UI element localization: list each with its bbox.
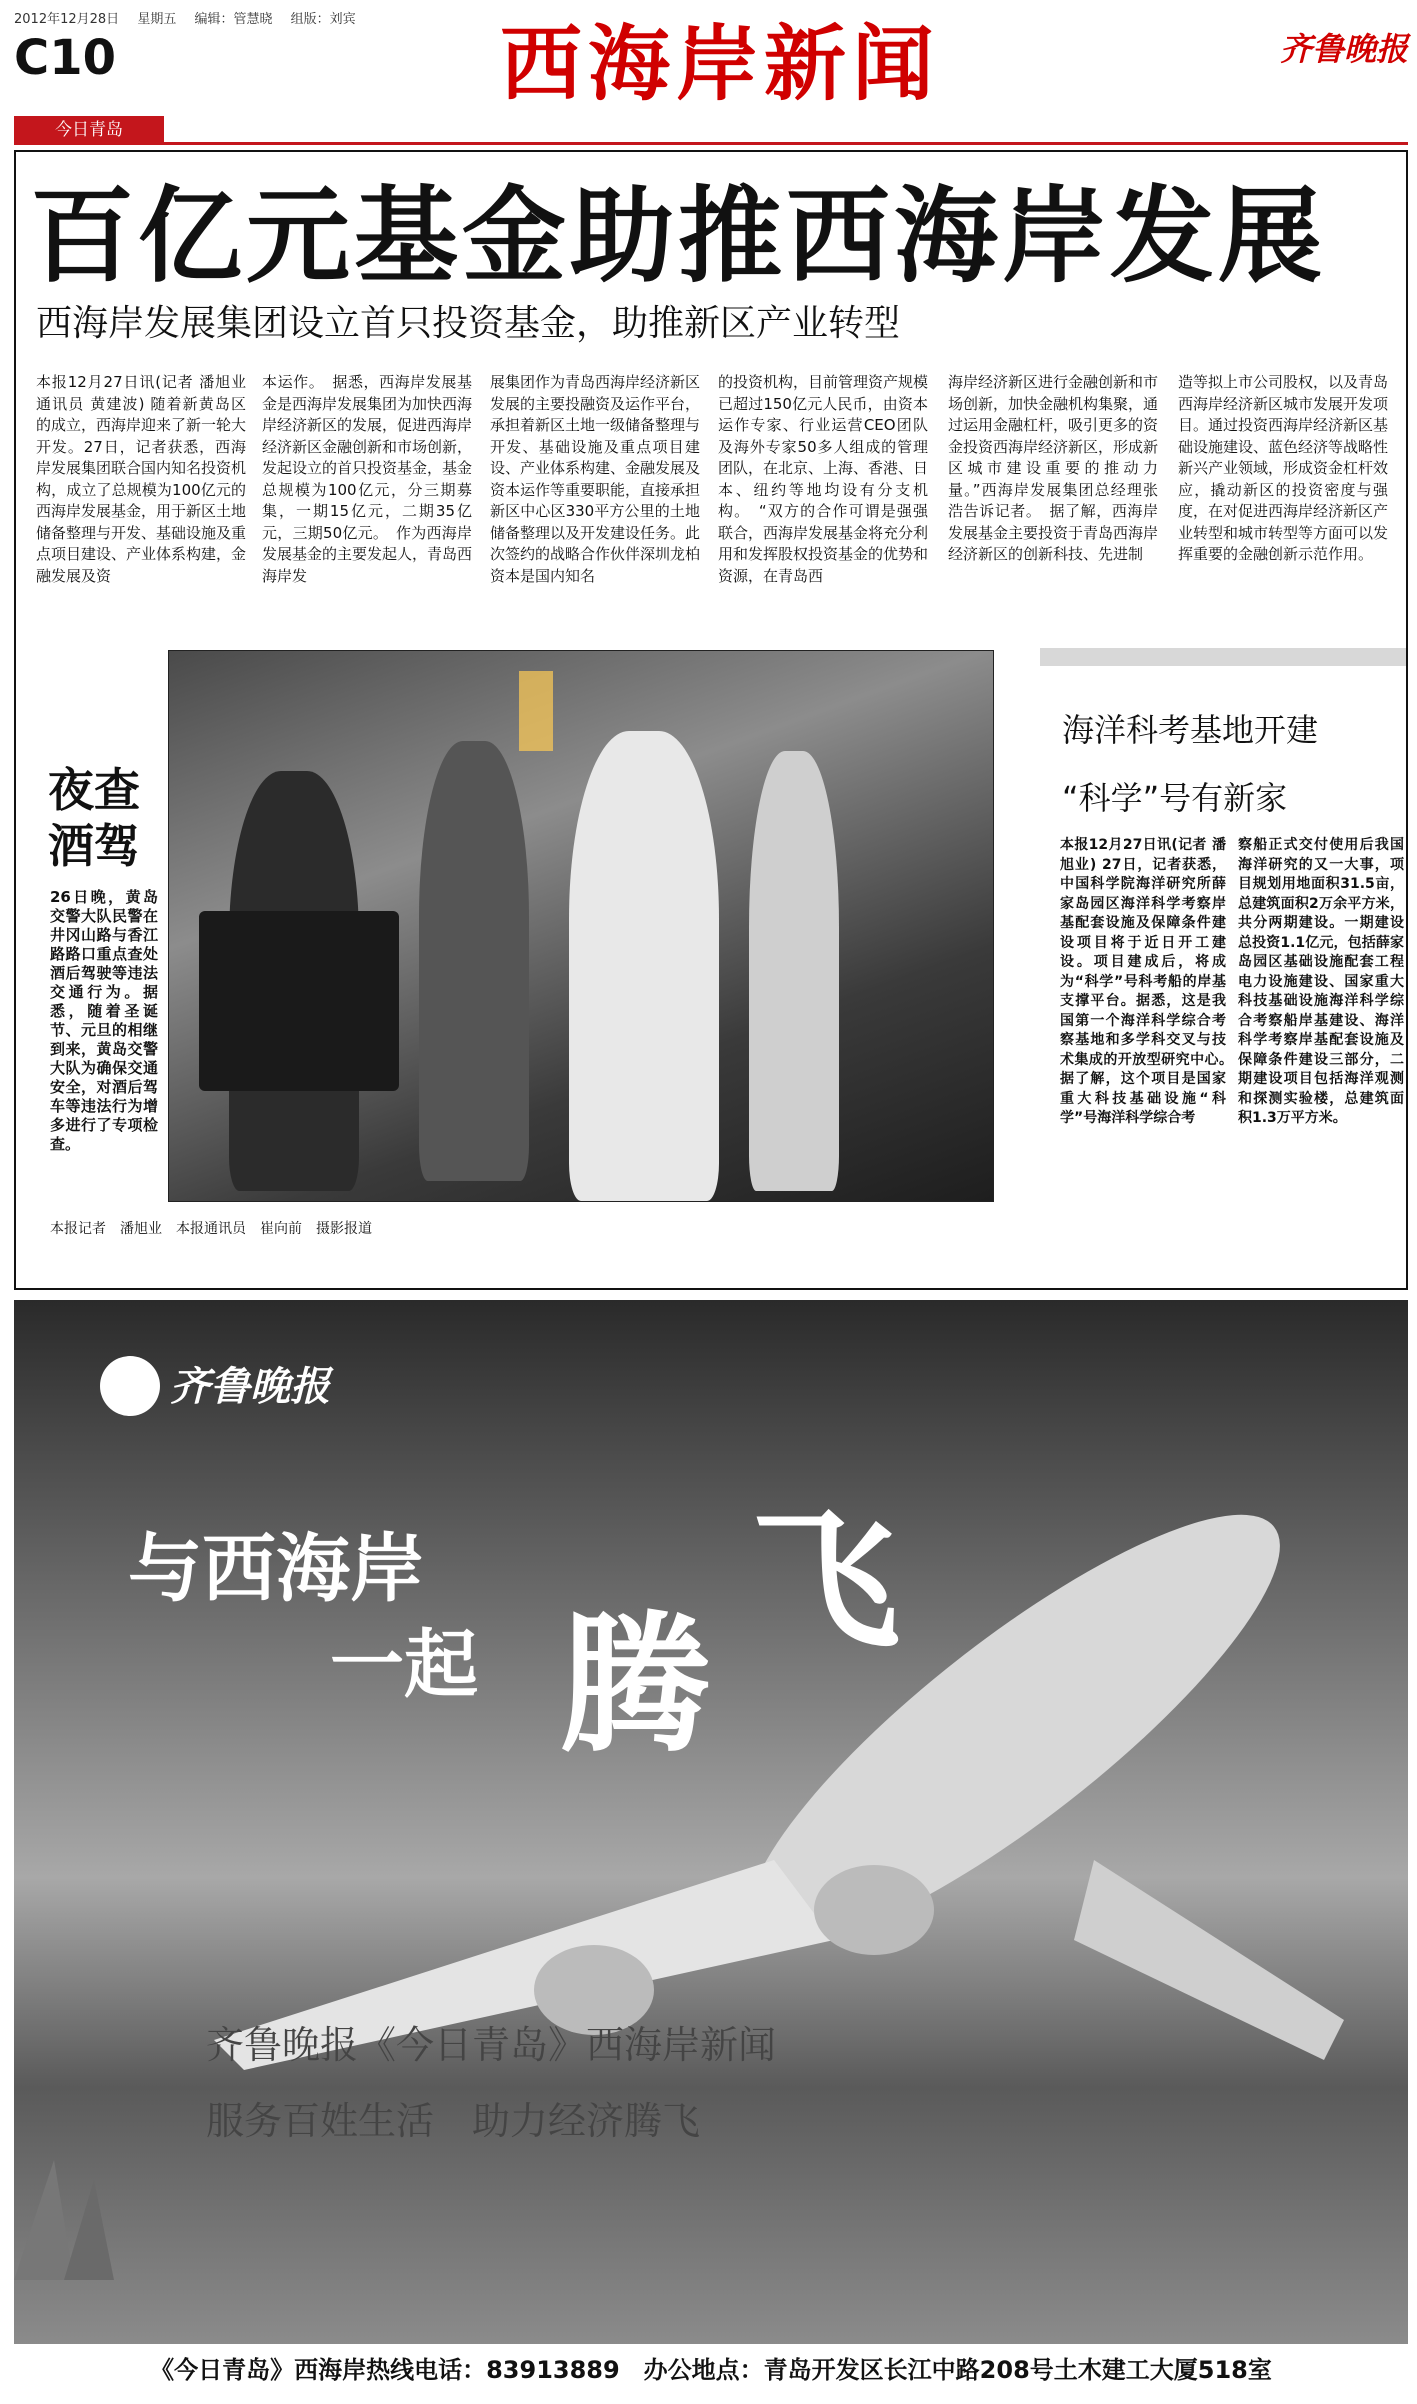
masthead-title: 西海岸新闻 bbox=[499, 16, 940, 112]
lead-column-4: 的投资机构，目前管理资产规模已超过150亿元人民币，由资本运作专家、行业运营CEO团队及海外专家50多人组成的管理团队，在北京、上海、香港、日本、纽约等地均设有分支机构。 “双方的合作可谓是强强联合，西海岸发展基金将充分利用和发挥股权投资基金的优势和资源，在青岛西 bbox=[718, 373, 929, 585]
news-photo bbox=[168, 650, 994, 1202]
ad-logo-icon bbox=[100, 1356, 160, 1416]
dateline bbox=[14, 8, 370, 27]
side-story-column-1: 本报12月27日讯(记者 潘旭业) 27日，记者获悉，中国科学院海洋研究所薛家岛园区海洋科学考察岸基配套设施及保障条件建设项目将于近日开工建设。项目建成后，将成为“科学”号科考船的岸基支撑平台。据悉，这是我国第一个海洋科学综合考察基地和多学科交叉与技术集成的开放型研究中心。 据了解，这个项目是国家重大科技基础设施“科学”号海洋科学综合考 bbox=[1060, 837, 1240, 1126]
lead-column-6: 造等拟上市公司股权，以及青岛西海岸经济新区城市发展开发项目。通过投资西海岸经济新区基础设施建设、蓝色经济等战略性新兴产业领域，形成资金杠杆效应，撬动新区的投资密度与强度，在对促进西海岸经济新区产业转型和城市转型等方面可以发挥重要的金融创新示范作用。 bbox=[1178, 373, 1389, 563]
ad-slogan-1: 齐鲁晚报《今日青岛》西海岸新闻 bbox=[206, 2023, 777, 2067]
photo-equipment-case bbox=[199, 911, 399, 1091]
side-story-rule bbox=[1040, 648, 1406, 666]
photo-traffic-light bbox=[519, 671, 553, 751]
ad-headline-2: 一起 bbox=[330, 1622, 478, 1708]
ad-calligraphy-teng: 腾 bbox=[560, 1597, 711, 1773]
ad-calligraphy-fei: 飞 bbox=[750, 1493, 901, 1669]
airplane-illustration bbox=[14, 1300, 1408, 2350]
side-story-subtitle: “科学”号有新家 bbox=[1062, 779, 1288, 817]
lead-column-5: 海岸经济新区进行金融创新和市场创新，加快金融机构集聚，通过运用金融杠杆，吸引更多的资金投资西海岸经济新区，形成新区城市建设重要的推动力量。”西海岸发展集团总经理张浩告诉记者。 据了解，西海岸发展基金主要投资于青岛西海岸经济新区的创新科技、先进制 bbox=[948, 373, 1159, 563]
photo-story-title: 夜查酒驾 bbox=[48, 763, 140, 873]
lead-column-3: 展集团作为青岛西海岸经济新区发展的主要投融资及运作平台，承担着新区土地一级储备整理与开发、基础设施及重点项目建设、产业体系构建、金融发展及资本运作等重要职能，直接承担新区中心区330平方公里的土地储备整理以及开发建设任务。此次签约的战略合作伙伴深圳龙柏资本是国内知名 bbox=[490, 373, 701, 585]
lead-column-2: 本运作。 据悉，西海岸发展基金是西海岸发展集团为加快西海岸经济新区的发展，促进西海岸经济新区金融创新和市场创新，发起设立的首只投资基金，基金总规模为100亿元，分三期募集，一期15亿元，二期35亿元，三期50亿元。 作为西海岸发展基金的主要发起人，青岛西海岸发 bbox=[262, 373, 473, 585]
photo-story-body: 26日晚，黄岛交警大队民警在井冈山路与香江路路口重点查处酒后驾驶等违法交通行为。据悉，随着圣诞节、元旦的相继到来，黄岛交警大队为确保交通安全，对酒后驾车等违法行为增多进行了专项检查。 bbox=[50, 888, 158, 1153]
lead-column-1: 本报12月27日讯(记者 潘旭业 通讯员 黄建波) 随着新黄岛区的成立，西海岸迎来了新一轮大开发。27日，记者获悉，西海岸发展集团联合国内知名投资机构，成立了总规模为100亿元的西海岸发展基金，用于新区土地储备整理与开发、基础设施及重点项目建设、产业体系构建，金融发展及资 bbox=[36, 373, 247, 585]
photo-figure-driver bbox=[419, 741, 529, 1181]
newspaper-logo: 齐鲁晚报 bbox=[1279, 30, 1408, 68]
editor-credit: 编辑：管慧晓 bbox=[194, 12, 273, 27]
ad-brand: 齐鲁晚报 bbox=[170, 1363, 330, 1410]
lead-subhead: 西海岸发展集团设立首只投资基金，助推新区产业转型 bbox=[36, 303, 901, 344]
issue-weekday: 星期五 bbox=[137, 12, 177, 27]
lead-headline: 百亿元基金助推西海岸发展 bbox=[30, 175, 1327, 297]
side-story-column-2: 察船正式交付使用后我国海洋研究的又一大事，项目规划用地面积31.5亩，总建筑面积2万余平方米，共分两期建设。一期建设总投资1.1亿元，包括薛家岛园区基础设施配套工程电力设施建设、国家重大科技基础设施海洋科学综合考察船岸基建设、海洋科学考察岸基配套设施及保障条件建设三部分，二期建设项目包括海洋观测和探测实验楼，总建筑面积1.3万平方米。 bbox=[1238, 837, 1404, 1126]
page-number: C10 bbox=[14, 30, 117, 86]
advertisement bbox=[14, 1300, 1408, 2350]
side-story-title: 海洋科考基地开建 bbox=[1062, 711, 1319, 749]
issue-date: 2012年12月28日 bbox=[14, 12, 120, 27]
header-divider bbox=[14, 142, 1408, 145]
ad-contact-footer: 《今日青岛》西海岸热线电话：83913889 办公地点：青岛开发区长江中路208号土木建工大厦518室 bbox=[14, 2344, 1408, 2396]
photo-figure-officer-back bbox=[749, 751, 839, 1191]
layout-credit: 组版：刘宾 bbox=[290, 12, 356, 27]
photo-credit: 本报记者 潘旭业 本报通讯员 崔向前 摄影报道 bbox=[50, 1221, 372, 1237]
ad-slogan-2: 服务百姓生活 助力经济腾飞 bbox=[206, 2099, 701, 2143]
section-tag: 今日青岛 bbox=[14, 116, 164, 144]
photo-figure-officer-right bbox=[569, 731, 719, 1201]
ad-headline-1: 与西海岸 bbox=[128, 1526, 424, 1612]
